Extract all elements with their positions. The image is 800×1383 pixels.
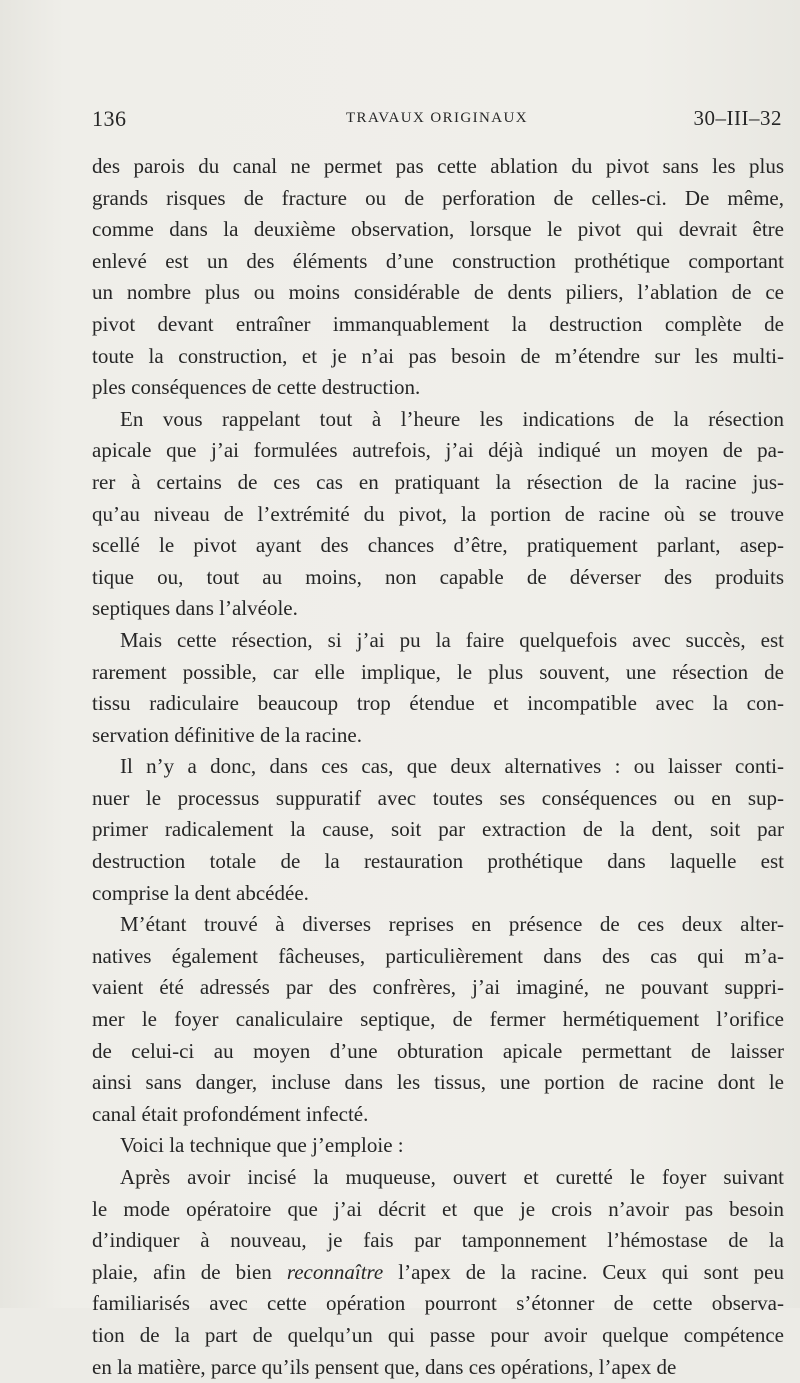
text-line: Voici la technique que j’emploie :	[120, 1133, 404, 1158]
text-line: pivot devant entraîner immanquablement la destruction complète de	[92, 311, 784, 336]
text-line: toute la construction, et je n’ai pas besoin de m’étendre sur les multi-	[92, 343, 784, 368]
text-line: rarement possible, car elle implique, le plus souvent, une résection de	[92, 659, 784, 684]
text-line: d’indiquer à nouveau, je fais par tamponnement l’hémostase de la	[92, 1228, 784, 1253]
text-line: nuer le processus suppuratif avec toutes ses conséquences ou en sup-	[92, 785, 784, 810]
text-line: comme dans la deuxième observation, lorsque le pivot qui devrait être	[92, 217, 784, 242]
text-line: tique ou, tout au moins, non capable de déverser des produits	[92, 564, 784, 589]
page-number: 136	[92, 106, 127, 131]
text-line: plaie, afin de bien reconnaître l’apex de la racine. Ceux qui sont peu	[92, 1259, 784, 1284]
text-line: qu’au niveau de l’extrémité du pivot, la portion de racine où se trouve	[92, 501, 784, 526]
text-line: mer le foyer canaliculaire septique, de fermer hermétiquement l’orifice	[92, 1007, 784, 1032]
text-line: tissu radiculaire beaucoup trop étendue et incompatible avec la con-	[92, 691, 784, 716]
text-line: rer à certains de ces cas en pratiquant la résection de la racine jus-	[92, 469, 784, 494]
text-line: apicale que j’ai formulées autrefois, j’ai déjà indiqué un moyen de pa-	[92, 438, 784, 463]
running-title: TRAVAUX ORIGINAUX	[345, 110, 528, 126]
text-line: ainsi sans danger, incluse dans les tissus, une portion de racine dont le	[92, 1070, 784, 1095]
text-line: tion de la part de quelqu’un qui passe pour avoir quelque compétence	[92, 1322, 784, 1347]
paragraph	[92, 151, 784, 404]
text-line: Après avoir incisé la muqueuse, ouvert et curetté le foyer suivant	[120, 1165, 784, 1189]
text-line: servation définitive de la racine.	[92, 722, 362, 747]
text-line: Mais cette résection, si j’ai pu la faire quelquefois avec succès, est	[120, 627, 784, 652]
text-line: grands risques de fracture ou de perforation de celles-ci. De même,	[92, 185, 784, 210]
page-header	[92, 106, 782, 136]
paragraph	[92, 1130, 784, 1162]
paragraph	[92, 1162, 784, 1383]
text-line: primer radicalement la cause, soit par extraction de la dent, soit par	[92, 817, 784, 842]
text-line: En vous rappelant tout à l’heure les indications de la résection	[120, 406, 784, 431]
text-line: de celui-ci au moyen d’une obturation apicale permettant de laisser	[92, 1038, 784, 1063]
text-line: M’étant trouvé à diverses reprises en présence de ces deux alter-	[120, 912, 784, 937]
text-line: destruction totale de la restauration prothétique dans laquelle est	[92, 849, 784, 874]
text-line: vaient été adressés par des confrères, j’ai imaginé, ne pouvant suppri-	[92, 975, 784, 1000]
paragraph	[92, 751, 784, 909]
text-line: Il n’y a donc, dans ces cas, que deux alternatives : ou laisser conti-	[120, 754, 784, 779]
text-line: natives également fâcheuses, particulièrement dans des cas qui m’a-	[92, 943, 784, 968]
paragraph	[92, 909, 784, 1130]
text-line: familiarisés avec cette opération pourront s’étonner de cette observa-	[92, 1291, 784, 1316]
issue-date: 30–III–32	[693, 106, 782, 130]
text-line: ples conséquences de cette destruction.	[92, 375, 421, 400]
text-line: un nombre plus ou moins considérable de dents piliers, l’ablation de ce	[92, 280, 784, 305]
text-line: en la matière, parce qu’ils pensent que, dans ces opérations, l’apex de	[92, 1354, 677, 1379]
paragraph	[92, 404, 784, 625]
text-line: enlevé est un des éléments d’une construction prothétique comportant	[92, 248, 784, 273]
body-text	[92, 151, 784, 1383]
text-line: des parois du canal ne permet pas cette ablation du pivot sans les plus	[92, 154, 784, 178]
text-line: canal était profondément infecté.	[92, 1101, 369, 1126]
text-line: septiques dans l’alvéole.	[92, 596, 298, 621]
text-line: le mode opératoire que j’ai décrit et que je crois n’avoir pas besoin	[92, 1196, 784, 1221]
text-line: scellé le pivot ayant des chances d’être, pratiquement parlant, asep-	[92, 533, 784, 558]
text-line: comprise la dent abcédée.	[92, 880, 309, 905]
paragraph	[92, 625, 784, 751]
